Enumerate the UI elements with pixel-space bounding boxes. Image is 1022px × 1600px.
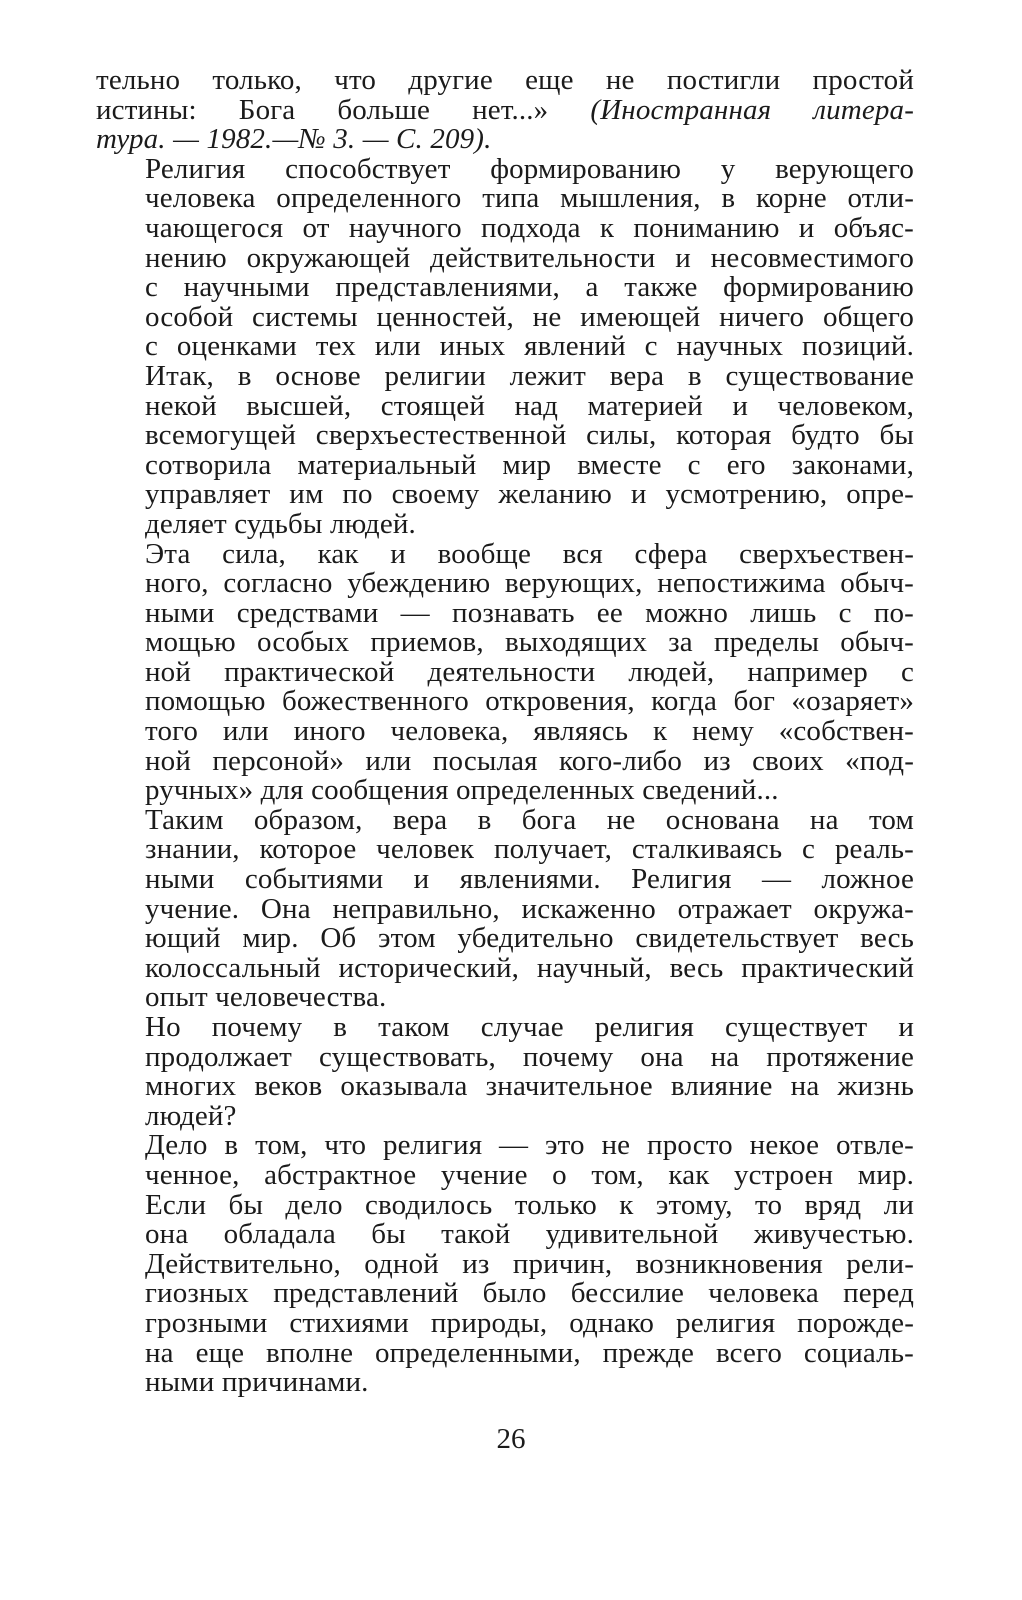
text-line: Итак, в основе религии лежит вера в существование <box>145 359 914 392</box>
text-line: ными средствами — познавать ее можно лишь с по- <box>145 596 914 629</box>
text-line: с оценками тех или иных явлений с научных позиций. <box>145 330 914 363</box>
text-line: ченное, абстрактное учение о том, как устроен мир. <box>145 1158 914 1191</box>
text-line: ной практической деятельности людей, например с <box>145 655 914 688</box>
text-line: того или иного человека, являясь к нему «собствен- <box>145 715 914 748</box>
text-line: управляет им по своему желанию и усмотрению, опре- <box>145 478 914 511</box>
text-line: сотворила материальный мир вместе с его законами, <box>145 448 914 481</box>
citation-text: (Иностранная литера- <box>590 93 915 126</box>
text-line: Действительно, одной из причин, возникновения рели- <box>145 1247 914 1280</box>
text-line: деляет судьбы людей. <box>145 507 416 540</box>
text-line: с научными представлениями, а также формированию <box>145 271 914 304</box>
text-line: гиозных представлений было бессилие человека перед <box>145 1277 914 1310</box>
text-line: колоссальный исторический, научный, весь практический <box>145 951 914 984</box>
text-line: мощью особых приемов, выходящих за пределы обыч- <box>145 626 914 659</box>
text-line: Таким образом, вера в бога не основана на том <box>145 803 914 836</box>
text-line: человека определенного типа мышления, в корне отли- <box>145 182 914 215</box>
text-line: ного, согласно убеждению верующих, непостижима обыч- <box>145 567 914 600</box>
text-line: многих веков оказывала значительное влияние на жизнь <box>145 1070 914 1103</box>
text-line: тельно только, что другие еще не постигли простой <box>96 64 914 96</box>
text-line: ющий мир. Об этом убедительно свидетельствует весь <box>145 922 914 955</box>
text-line: опыт человечества. <box>145 981 387 1014</box>
text-line: Эта сила, как и вообще вся сфера сверхъествен- <box>145 537 914 570</box>
text-line: помощью божественного откровения, когда бог «озаряет» <box>145 685 914 718</box>
page-number: 26 <box>496 1423 526 1455</box>
text-line: ручных» для сообщения определенных сведений... <box>145 774 779 807</box>
text-line: нению окружающей действительности и несовместимого <box>145 241 914 274</box>
paragraph-social-causes <box>96 1131 914 1397</box>
paragraph-supernatural-force <box>96 537 914 807</box>
text-line: Но почему в таком случае религия существует и <box>145 1011 914 1043</box>
text-line: ными событиями и явлениями. Религия — ложное <box>145 863 914 896</box>
text-line: всемогущей сверхъестественной силы, которая будто бы <box>145 419 914 452</box>
text-line: она обладала бы такой удивительной живучестью. <box>145 1218 914 1251</box>
text-line: продолжает существовать, почему она на протяжение <box>145 1040 914 1073</box>
text-line: ными причинами. <box>145 1366 369 1399</box>
text-line: знании, которое человек получает, сталкиваясь с реаль- <box>145 833 914 866</box>
text-line: чающегося от научного подхода к пониманию и объяс- <box>145 211 914 244</box>
text-line: ной персоной» или посылая кого-либо из своих «под- <box>145 744 914 777</box>
text-line: Если бы дело сводилось только к этому, то вряд ли <box>145 1188 914 1221</box>
paragraph-religion-thinking <box>96 152 914 363</box>
text-line: людей? <box>145 1099 237 1132</box>
text-line: учение. Она неправильно, искаженно отражает окружа- <box>145 892 914 925</box>
paragraph-continuation <box>96 66 914 155</box>
text-line: некой высшей, стоящей над материей и человеком, <box>145 389 914 422</box>
paragraph-false-teaching <box>96 803 914 1014</box>
page-body <box>96 66 914 1398</box>
text-line: грозными стихиями природы, однако религия порожде- <box>145 1306 914 1339</box>
paragraph-why-religion-exists <box>96 1013 914 1131</box>
text-line: Религия способствует формированию у верующего <box>145 152 914 185</box>
text-line: тура. — 1982.—№ 3. — С. 209). <box>96 123 492 156</box>
paragraph-religion-basis <box>96 359 914 540</box>
text-line: истины: Бога больше нет...» (Иностранная литера- <box>96 93 915 126</box>
text-line: особой системы ценностей, не имеющей ничего общего <box>145 300 914 333</box>
text-line: на еще вполне определенными, прежде всего социаль- <box>145 1336 914 1369</box>
text-line: Дело в том, что религия — это не просто некое отвле- <box>145 1129 914 1162</box>
